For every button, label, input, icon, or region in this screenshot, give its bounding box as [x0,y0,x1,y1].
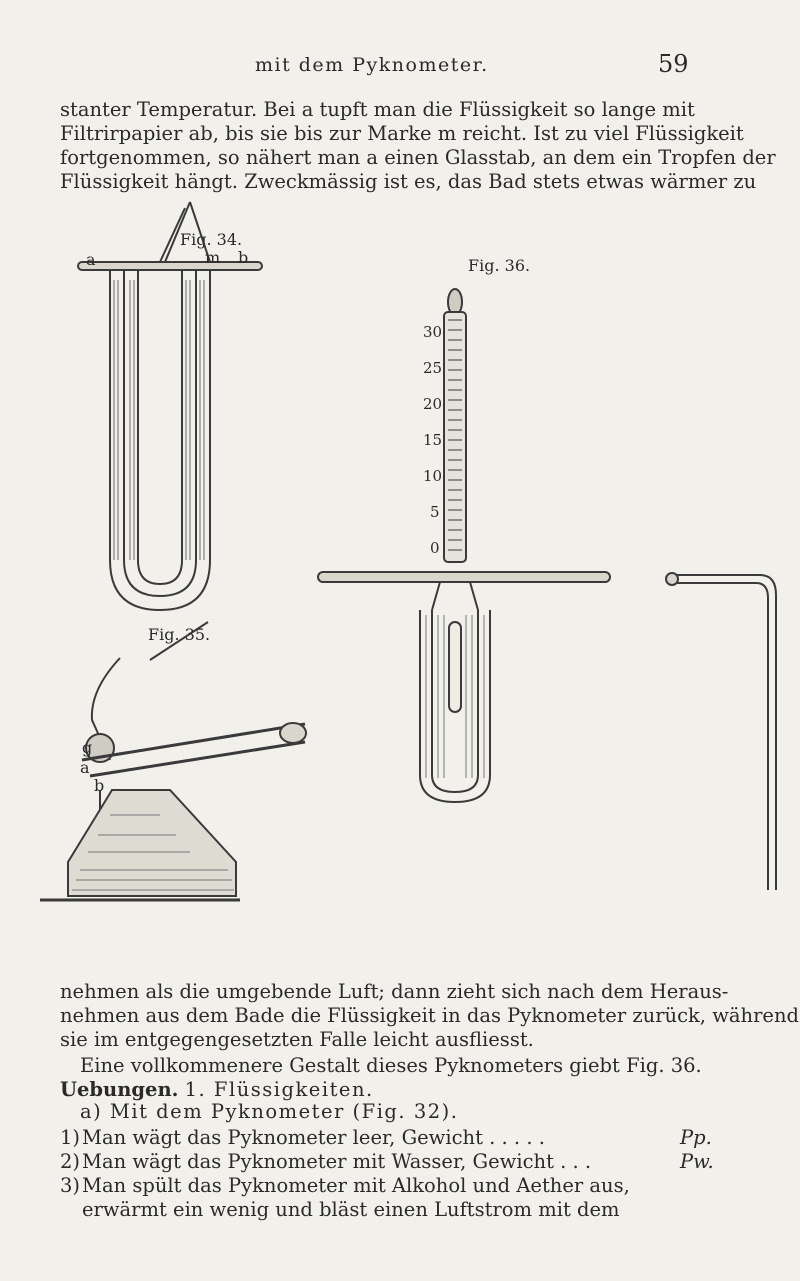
fig35-label-b: b [94,776,105,795]
scale-label: 5 [430,503,440,521]
page-number: 59 [658,50,689,78]
fig35-label-a: a [80,758,90,777]
fig36-caption: Fig. 36. [468,256,531,275]
list-item-text: Man spült das Pyknometer mit Alkohol und Aether aus, [82,1174,630,1197]
heading-title: 1. Flüssigkeiten. [184,1078,374,1101]
fig34-drawing [78,202,262,610]
paragraph-bottom [60,980,799,1052]
list-item-number: 1) [60,1126,81,1149]
list-item-number: 3) [60,1174,81,1197]
text-line: nehmen aus dem Bade die Flüssigkeit in das Pyknometer zurück, während [60,1004,799,1027]
list-item-text: Man wägt das Pyknometer leer, Gewicht . . . . . [82,1126,545,1149]
scale-label: 25 [423,359,443,377]
text-line: fortgenommen, so nähert man a einen Glasstab, an dem ein Tropfen der [60,146,776,169]
scale-label: 10 [423,467,443,485]
section-heading [60,1078,374,1102]
subheading: a) Mit dem Pyknometer (Fig. 32). [80,1100,459,1123]
list-item-symbol: Pw. [680,1150,714,1173]
text-line: Flüssigkeit hängt. Zweckmässig ist es, das Bad stets etwas wärmer zu [60,170,757,193]
heading-prefix: Uebungen. [60,1078,179,1101]
fig36-drawing [318,289,776,890]
text-line: stanter Temperatur. Bei a tupft man die Flüssigkeit so lange mit [60,98,695,121]
scale-label: 30 [423,323,443,341]
list-item-symbol: Pp. [680,1126,712,1149]
fig35-caption: Fig. 35. [148,625,211,644]
fig34-label-m: m [205,248,221,267]
text-line: Filtrirpapier ab, bis sie bis zur Marke m reicht. Ist zu viel Flüssigkeit [60,122,744,145]
fig34-label-a: a [86,250,96,269]
text-line: sie im entgegengesetzten Falle leicht ausfliesst. [60,1028,534,1051]
scale-label: 15 [423,431,443,449]
fig35-label-g: g [82,738,93,757]
scale-label: 0 [430,539,440,557]
fig34-caption: Fig. 34. [180,230,243,249]
fig34-label-b: b [238,248,249,267]
list-item-number: 2) [60,1150,81,1173]
paragraph-reference: Eine vollkommenere Gestalt dieses Pyknometers giebt Fig. 36. [80,1054,702,1077]
scale-label: 20 [423,395,443,413]
list-item-text: erwärmt ein wenig und bläst einen Luftstrom mit dem [82,1198,620,1221]
list-item-text: Man wägt das Pyknometer mit Wasser, Gewicht . . . [82,1150,592,1173]
running-title: mit dem Pyknometer. [255,54,489,76]
text-line: nehmen als die umgebende Luft; dann zieht sich nach dem Heraus- [60,980,729,1003]
